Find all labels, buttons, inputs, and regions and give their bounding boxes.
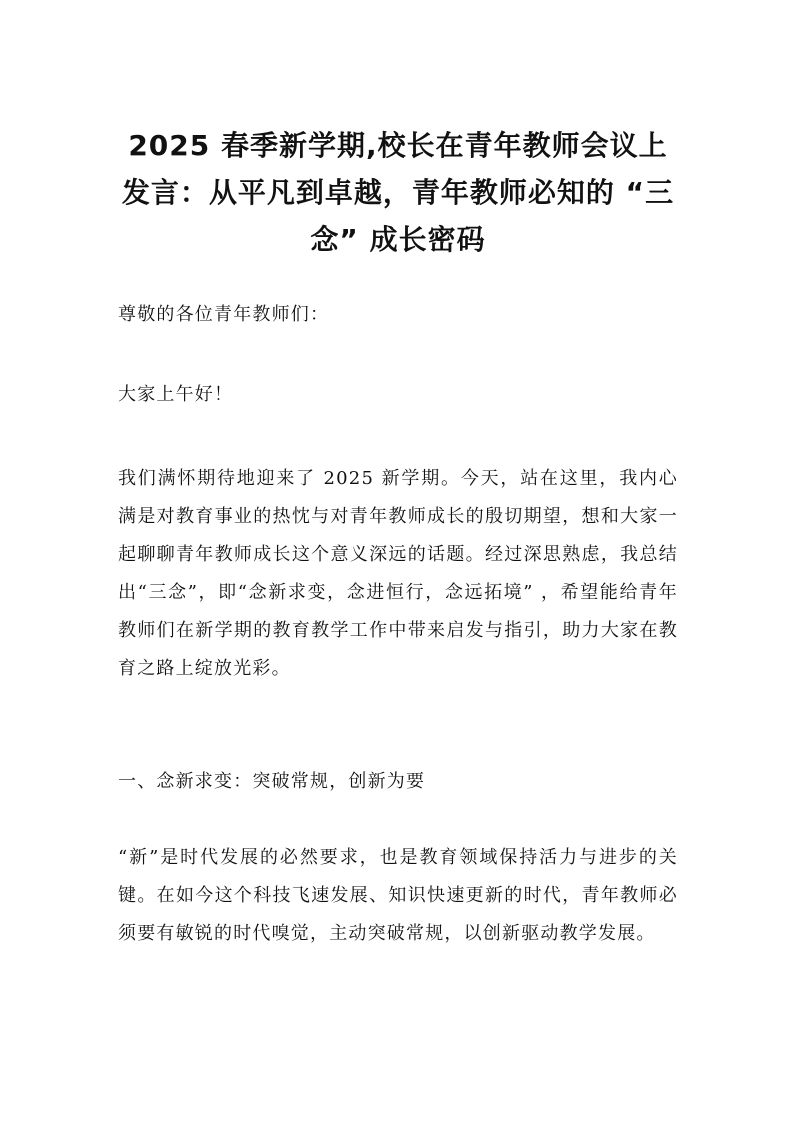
document-title: 2025 春季新学期,校长在青年教师会议上发言：从平凡到卓越，青年教师必知的 “三念” 成长密码 [121, 129, 675, 256]
section-paragraph: “新”是时代发展的必然要求，也是教育领域保持活力与进步的关键。在如今这个科技飞速发展、知识快速更新的时代，青年教师必须要有敏锐的时代嗅觉，主动突破常规，以创新驱动教学发展。 [118, 847, 678, 944]
greeting: 大家上午好！ [118, 384, 234, 405]
intro-paragraph: 我们满怀期待地迎来了 2025 新学期。今天，站在这里，我内心满是对教育事业的热忱与对青年教师成长的殷切期望，想和大家一起聊聊青年教师成长这个意义深远的话题。经过深思熟虑，我总结出“三念”，即“念新求变，念进恒行，念远拓境” ，希望能给青年教师们在新学期的教育教学工作中带来启发与指引，助力大家在教育之路上绽放光彩。 [118, 468, 678, 679]
salutation: 尊敬的各位青年教师们： [118, 304, 330, 325]
section-heading: 一、念新求变：突破常规，创新为要 [118, 771, 426, 792]
